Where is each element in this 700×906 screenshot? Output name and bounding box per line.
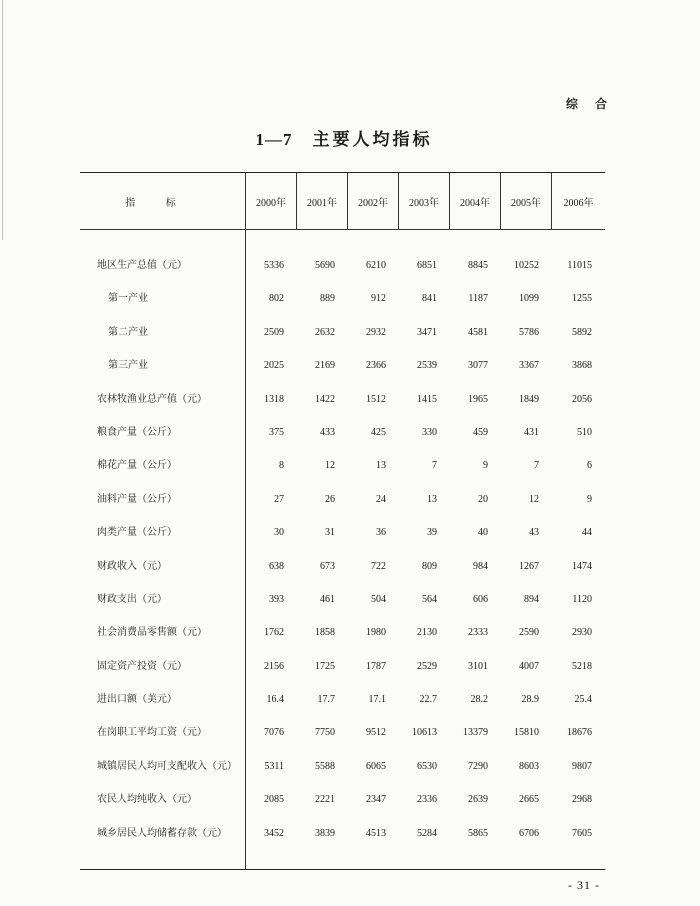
value-cell: 7290 [468,760,488,772]
value-cell: 9 [587,493,592,505]
value-cell: 2130 [417,627,437,639]
value-cell: 3367 [519,360,539,372]
value-cell: 5218 [572,660,592,672]
value-cell: 7605 [572,827,592,839]
value-cell: 638 [269,560,284,572]
value-cell: 6 [587,460,592,472]
value-cell: 3471 [417,326,437,338]
value-cell: 30 [274,527,284,539]
value-cell: 510 [577,426,592,438]
value-cell: 24 [376,493,386,505]
value-cell: 6065 [366,760,386,772]
value-cell: 5336 [264,260,284,271]
value-cell: 809 [422,560,437,572]
table-row [80,783,605,816]
value-cell: 5284 [417,827,437,839]
value-cell: 16.4 [266,694,284,706]
value-cell: 5690 [315,260,335,271]
value-cell: 3839 [315,827,335,839]
value-cell: 2529 [417,660,437,672]
table-row [80,249,605,282]
value-cell: 3077 [468,360,488,372]
table-row [80,750,605,783]
value-cell: 2930 [572,627,592,639]
indicators-table [80,172,605,870]
value-cell: 2156 [264,660,284,672]
value-cell: 2085 [264,794,284,806]
header-year: 2005年 [501,173,552,229]
value-cell: 13379 [463,727,488,739]
value-cell: 1965 [468,393,488,405]
value-cell: 1762 [264,627,284,639]
value-cell: 673 [320,560,335,572]
value-cell: 13 [427,493,437,505]
value-cell: 606 [473,593,488,605]
value-cell: 43 [529,527,539,539]
value-cell: 40 [478,527,488,539]
value-cell: 1858 [315,627,335,639]
row-label: 棉花产量（公斤） [97,460,177,472]
value-cell: 802 [269,293,284,305]
value-cell: 1422 [315,393,335,405]
value-cell: 433 [320,426,335,438]
value-cell: 4513 [366,827,386,839]
value-cell: 4007 [519,660,539,672]
value-cell: 6851 [417,260,437,271]
value-cell: 6706 [519,827,539,839]
value-cell: 5588 [315,760,335,772]
value-cell: 10613 [412,727,437,739]
table-row [80,583,605,616]
table-body [80,230,605,850]
value-cell: 10252 [514,260,539,271]
value-cell: 20 [478,493,488,505]
section-tag: 综 合 [565,97,614,111]
value-cell: 1120 [572,593,592,605]
header-year: 2006年 [563,197,594,209]
value-cell: 564 [422,593,437,605]
row-label: 城乡居民人均储蓄存款（元） [97,827,227,839]
value-cell: 28.9 [521,694,539,706]
header-year: 2000年 [246,173,297,229]
value-cell: 330 [422,426,437,438]
table-row [80,282,605,315]
table-row [80,550,605,583]
row-label: 农林牧渔业总产值（元） [97,393,207,405]
value-cell: 5786 [519,326,539,338]
row-label: 粮食产量（公斤） [97,426,177,438]
value-cell: 12 [325,460,335,472]
value-cell: 1415 [417,393,437,405]
row-label: 第二产业 [108,326,148,338]
table-row [80,383,605,416]
page-title [0,125,688,150]
row-label: 第三产业 [108,360,148,372]
value-cell: 18676 [567,727,592,739]
value-cell: 2639 [468,794,488,806]
header-year: 2002年 [348,173,399,229]
row-label: 固定资产投资（元） [97,660,187,672]
value-cell: 12 [529,493,539,505]
value-cell: 2347 [366,794,386,806]
value-cell: 28.2 [470,694,488,706]
value-cell: 2590 [519,627,539,639]
table-row [80,616,605,649]
value-cell: 9 [483,460,488,472]
value-cell: 2968 [572,794,592,806]
row-label: 社会消费品零售额（元） [97,627,207,639]
table-row [80,716,605,749]
value-cell: 13 [376,460,386,472]
value-cell: 889 [320,293,335,305]
value-cell: 461 [320,593,335,605]
value-cell: 1725 [315,660,335,672]
table-row [80,817,605,850]
value-cell: 3452 [264,827,284,839]
table-row [80,449,605,482]
value-cell: 1099 [519,293,539,305]
value-cell: 1187 [468,293,488,305]
value-cell: 425 [371,426,386,438]
value-cell: 5892 [572,326,592,338]
row-label: 农民人均纯收入（元） [97,794,197,806]
value-cell: 8603 [519,760,539,772]
value-cell: 984 [473,560,488,572]
row-label: 在岗职工平均工资（元） [97,727,207,739]
value-cell: 8845 [468,260,488,271]
row-label: 进出口额（美元） [97,694,177,706]
value-cell: 2169 [315,360,335,372]
value-cell: 1267 [519,560,539,572]
value-cell: 2025 [264,360,284,372]
value-cell: 7076 [264,727,284,739]
value-cell: 9512 [366,727,386,739]
value-cell: 722 [371,560,386,572]
value-cell: 2333 [468,627,488,639]
value-cell: 3101 [468,660,488,672]
value-cell: 841 [422,293,437,305]
value-cell: 36 [376,527,386,539]
value-cell: 459 [473,426,488,438]
value-cell: 27 [274,493,284,505]
table-header [80,173,605,230]
table-row [80,683,605,716]
value-cell: 504 [371,593,386,605]
value-cell: 7750 [315,727,335,739]
value-cell: 894 [524,593,539,605]
value-cell: 2932 [366,326,386,338]
row-label: 城镇居民人均可支配收入（元） [97,760,237,772]
value-cell: 9807 [572,760,592,772]
value-cell: 3868 [572,360,592,372]
value-cell: 6530 [417,760,437,772]
value-cell: 2632 [315,326,335,338]
table-row [80,349,605,382]
value-cell: 431 [524,426,539,438]
value-cell: 7 [534,460,539,472]
value-cell: 2336 [417,794,437,806]
value-cell: 6210 [366,260,386,271]
header-year: 2004年 [450,173,501,229]
value-cell: 1980 [366,627,386,639]
value-cell: 1255 [572,293,592,305]
table-number: 1—7 [255,130,293,149]
table-row [80,416,605,449]
value-cell: 912 [371,293,386,305]
value-cell: 1512 [366,393,386,405]
value-cell: 39 [427,527,437,539]
row-label: 地区生产总值（元） [97,260,187,271]
value-cell: 17.7 [317,694,335,706]
value-cell: 26 [325,493,335,505]
header-indicator: 指 标 [80,173,246,229]
value-cell: 8 [279,460,284,472]
value-cell: 1787 [366,660,386,672]
table-title: 主要人均指标 [312,130,433,149]
table-row [80,483,605,516]
value-cell: 31 [325,527,335,539]
value-cell: 2056 [572,393,592,405]
table-row [80,516,605,549]
scan-edge-line [2,0,3,240]
value-cell: 22.7 [419,694,437,706]
value-cell: 5865 [468,827,488,839]
page-number: - 31 - [568,878,600,892]
value-cell: 4581 [468,326,488,338]
row-label: 财政支出（元） [97,593,167,605]
row-label: 第一产业 [108,293,148,305]
value-cell: 17.1 [368,694,386,706]
value-cell: 25.4 [574,694,592,706]
value-cell: 2665 [519,794,539,806]
value-cell: 44 [582,527,592,539]
value-cell: 1474 [572,560,592,572]
header-year: 2003年 [399,173,450,229]
table-row [80,316,605,349]
value-cell: 1849 [519,393,539,405]
value-cell: 393 [269,593,284,605]
value-cell: 2539 [417,360,437,372]
value-cell: 1318 [264,393,284,405]
value-cell: 11015 [567,260,592,271]
header-year: 2001年 [297,173,348,229]
value-cell: 7 [432,460,437,472]
value-cell: 375 [269,426,284,438]
value-cell: 2366 [366,360,386,372]
row-label: 油料产量（公斤） [97,493,177,505]
value-cell: 15810 [514,727,539,739]
table-row [80,650,605,683]
row-label: 肉类产量（公斤） [97,527,177,539]
value-cell: 2509 [264,326,284,338]
value-cell: 2221 [315,794,335,806]
row-label: 财政收入（元） [97,560,167,572]
value-cell: 5311 [264,760,284,772]
